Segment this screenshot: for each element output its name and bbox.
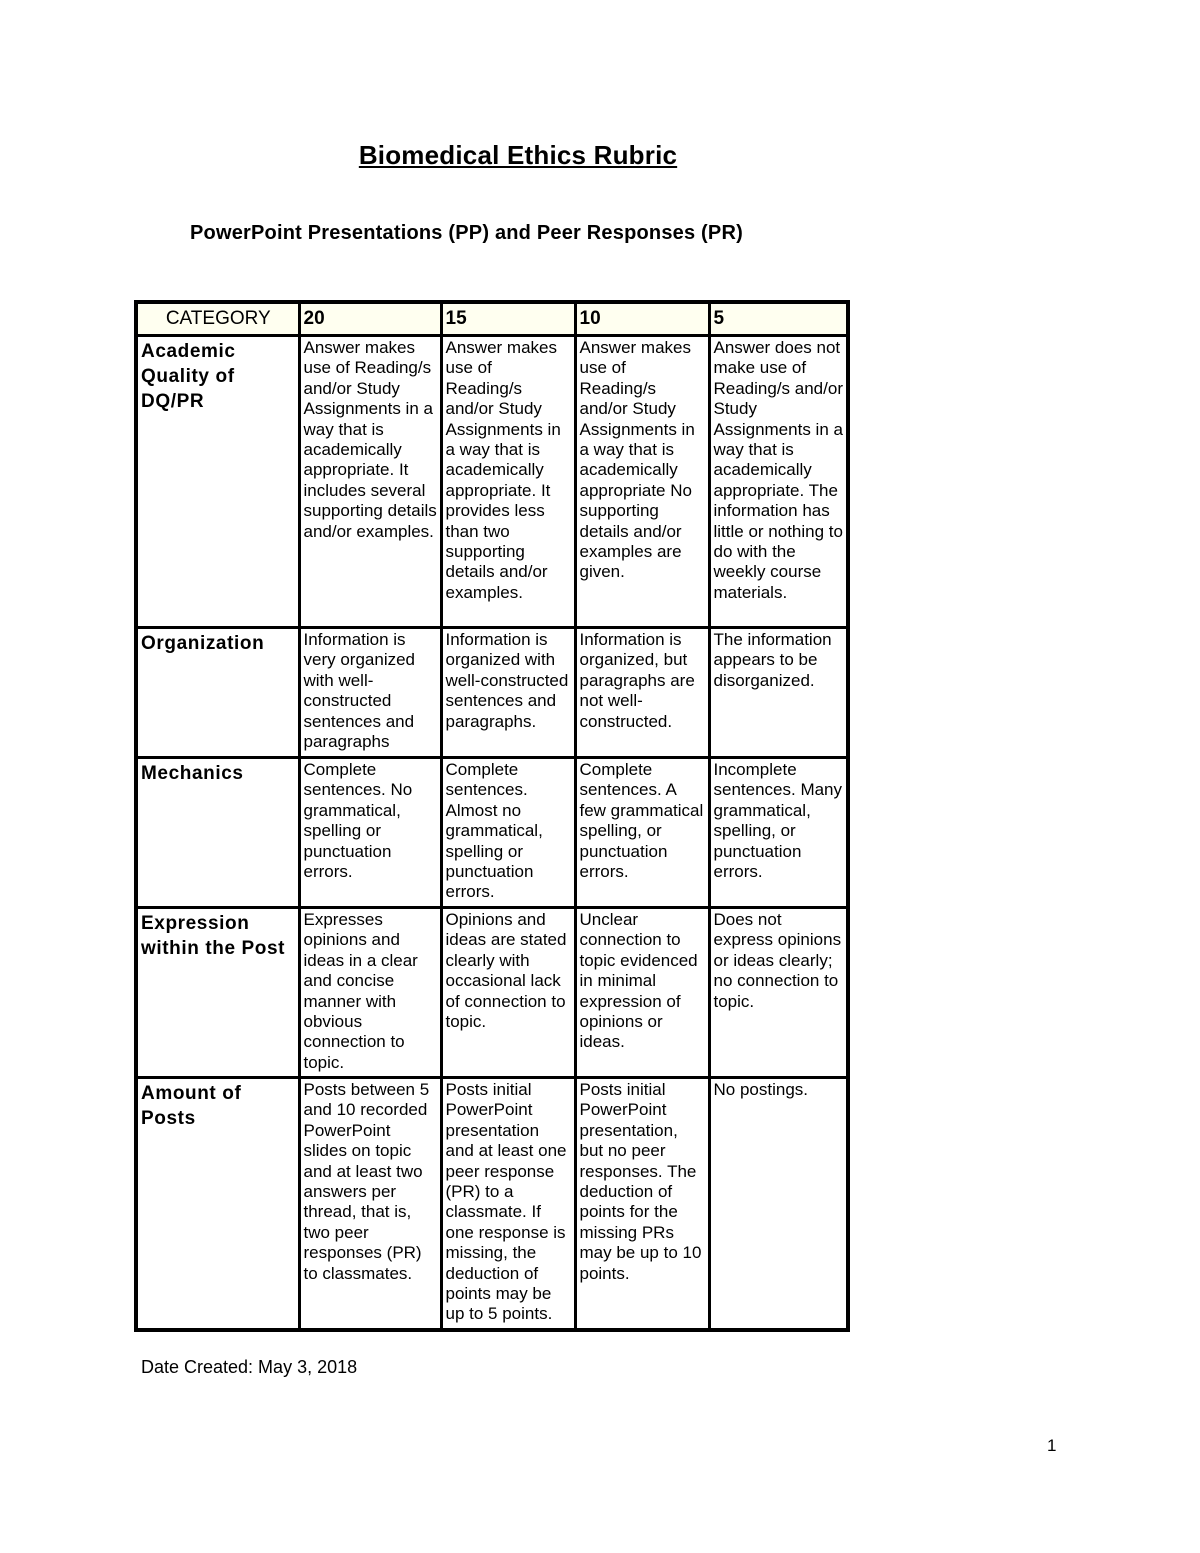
criteria-cell: Answer makes use of Reading/s and/or Study Assignments in a way that is academically appropriate No supporting details and/or examples are given. [575, 336, 709, 628]
criteria-cell: Posts initial PowerPoint presentation and at least one peer response (PR) to a classmate. If one response is missing, the deduction of points may be up to 5 points. [441, 1078, 575, 1330]
date-created: Date Created: May 3, 2018 [141, 1357, 358, 1377]
page-number: 1 [1047, 1436, 1057, 1455]
document-title: Biomedical Ethics Rubric [358, 140, 678, 170]
rubric-table [134, 300, 850, 1332]
category-cell: Academic Quality of DQ/PR [136, 336, 299, 628]
table-header-row [136, 302, 848, 336]
criteria-cell: Expresses opinions and ideas in a clear and concise manner with obvious connection to topic. [299, 908, 441, 1078]
criteria-cell: Answer makes use of Reading/s and/or Study Assignments in a way that is academically appropriate. It provides less than two supporting details and/or examples. [441, 336, 575, 628]
criteria-cell: Opinions and ideas are stated clearly with occasional lack of connection to topic. [441, 908, 575, 1078]
table-row [136, 336, 848, 628]
criteria-cell: Incomplete sentences. Many grammatical, spelling, or punctuation errors. [709, 758, 848, 908]
criteria-cell: Unclear connection to topic evidenced in minimal expression of opinions or ideas. [575, 908, 709, 1078]
criteria-cell: No postings. [709, 1078, 848, 1330]
criteria-cell: Posts between 5 and 10 recorded PowerPoint slides on topic and at least two answers per thread, that is, two peer responses (PR) to classmates. [299, 1078, 441, 1330]
criteria-cell: Information is organized, but paragraphs are not well-constructed. [575, 628, 709, 758]
criteria-cell: Information is very organized with well-constructed sentences and paragraphs [299, 628, 441, 758]
table-row [136, 758, 848, 908]
category-cell: Organization [136, 628, 299, 758]
criteria-cell: Complete sentences. A few grammatical spelling, or punctuation errors. [575, 758, 709, 908]
table-row [136, 1078, 848, 1330]
category-cell: Expression within the Post [136, 908, 299, 1078]
criteria-cell: Posts initial PowerPoint presentation, but no peer responses. The deduction of points for the missing PRs may be up to 10 points. [575, 1078, 709, 1330]
table-row [136, 908, 848, 1078]
category-cell: Mechanics [136, 758, 299, 908]
criteria-cell: Answer makes use of Reading/s and/or Study Assignments in a way that is academically appropriate. It includes several supporting details and/or examples. [299, 336, 441, 628]
header-score-20: 20 [299, 302, 441, 336]
criteria-cell: Complete sentences. Almost no grammatical, spelling or punctuation errors. [441, 758, 575, 908]
table-row [136, 628, 848, 758]
document-subtitle: PowerPoint Presentations (PP) and Peer Responses (PR) [190, 222, 743, 244]
header-score-5: 5 [709, 302, 848, 336]
criteria-cell: Answer does not make use of Reading/s and/or Study Assignments in a way that is academically appropriate. The information has little or nothing to do with the weekly course materials. [709, 336, 848, 628]
header-score-10: 10 [575, 302, 709, 336]
criteria-cell: The information appears to be disorganized. [709, 628, 848, 758]
header-score-15: 15 [441, 302, 575, 336]
criteria-cell: Complete sentences. No grammatical, spelling or punctuation errors. [299, 758, 441, 908]
header-category: CATEGORY [136, 302, 299, 336]
criteria-cell: Information is organized with well-constructed sentences and paragraphs. [441, 628, 575, 758]
category-cell: Amount of Posts [136, 1078, 299, 1330]
criteria-cell: Does not express opinions or ideas clearly; no connection to topic. [709, 908, 848, 1078]
